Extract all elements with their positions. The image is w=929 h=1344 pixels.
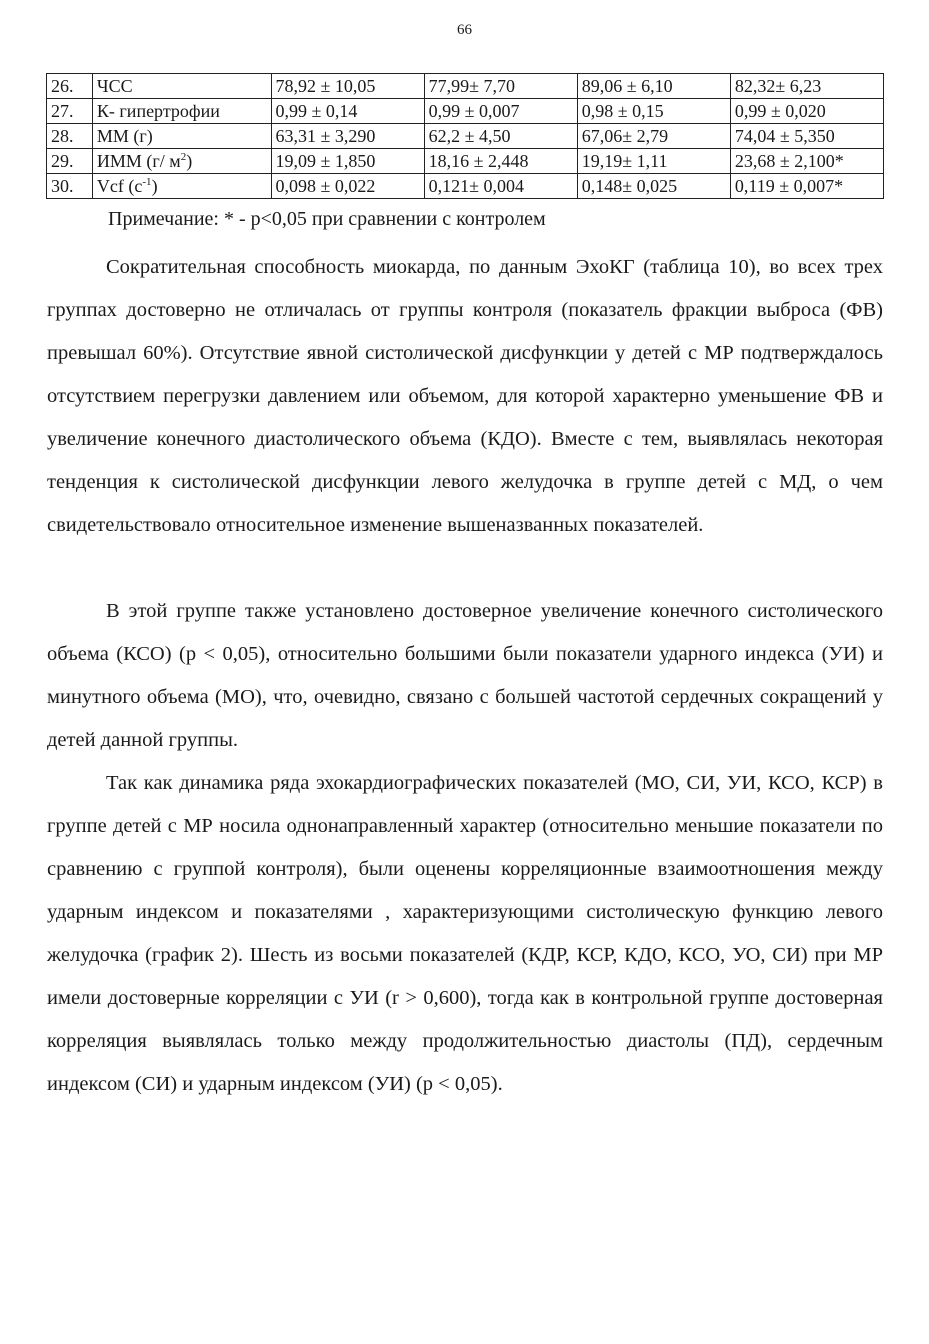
table-row [47, 174, 884, 199]
row-number: 30. [47, 174, 93, 199]
value-control: 0,99 ± 0,020 [730, 99, 883, 124]
value-group-2: 62,2 ± 4,50 [424, 124, 577, 149]
value-group-2: 0,99 ± 0,007 [424, 99, 577, 124]
indicator-name: Vcf $(c^{-1})$ [92, 174, 271, 199]
value-group-1: 19,09 ± 1,850 [271, 149, 424, 174]
value-group-3: 0,98 ± 0,15 [577, 99, 730, 124]
table-note: Примечание: * - р<0,05 при сравнении с контролем [108, 208, 546, 230]
table-row [47, 149, 884, 174]
value-group-3: 0,148± 0,025 [577, 174, 730, 199]
body-paragraph-3 [47, 762, 883, 1106]
table-row [47, 74, 884, 99]
indicators-table [46, 73, 884, 199]
row-number: 26. [47, 74, 93, 99]
value-group-3: 67,06± 2,79 [577, 124, 730, 149]
indicator-name: ИММ (г/ $м^2$) [92, 149, 271, 174]
paragraph-text: Сократительная способность миокарда, по данным ЭхоКГ (таблица 10), во всех трех группах достоверно не отличалась от группы контроля (показатель фракции выброса (ФВ) превышал 60%). Отсутствие явной систолической дисфункции у детей с МР подтверждалось отсутствием перегрузки давлением или объемом, для которой характерно уменьшение ФВ и увеличение конечного диастолического объема (КДО). Вместе с тем, выявлялась некоторая тенденция к систолической дисфункции левого желудочка в группе детей с МД, о чем свидетельствовало относительное изменение вышеназванных показателей. [47, 256, 883, 536]
body-paragraph-2 [47, 590, 883, 762]
row-number: 28. [47, 124, 93, 149]
value-group-1: 78,92 ± 10,05 [271, 74, 424, 99]
row-number: 27. [47, 99, 93, 124]
value-group-1: 0,99 ± 0,14 [271, 99, 424, 124]
body-paragraph-1 [47, 246, 883, 547]
value-control: 0,119 ± 0,007* [730, 174, 883, 199]
value-group-1: 0,098 ± 0,022 [271, 174, 424, 199]
table-row [47, 99, 884, 124]
value-control: 82,32± 6,23 [730, 74, 883, 99]
value-group-1: 63,31 ± 3,290 [271, 124, 424, 149]
value-control: 74,04 ± 5,350 [730, 124, 883, 149]
indicator-name: ММ (г) [92, 124, 271, 149]
indicator-name: К- гипертрофии [92, 99, 271, 124]
paragraph-text: Так как динамика ряда эхокардиографических показателей (МО, СИ, УИ, КСО, КСР) в группе детей с МР носила однонаправленный характер (относительно меньшие показатели по сравнению с группой контроля), были оценены корреляционные взаимоотношения между ударным индексом и показателями , характеризующими систолическую функцию левого желудочка (график 2). Шесть из восьми показателей (КДР, КСР, КДО, КСО, УО, СИ) при МР имели достоверные корреляции с УИ (r > 0,600), тогда как в контрольной группе достоверная корреляция выявлялась только между продолжительностью диастолы (ПД), сердечным индексом (СИ) и ударным индексом (УИ) (р < 0,05). [47, 772, 883, 1095]
value-control: 23,68 ± 2,100* [730, 149, 883, 174]
paragraph-text: В этой группе также установлено достоверное увеличение конечного систолического объема (КСО) (р < 0,05), относительно большими были показатели ударного индекса (УИ) и минутного объема (МО), что, очевидно, связано с большей частотой сердечных сокращений у детей данной группы. [47, 600, 883, 751]
indicator-name: ЧСС [92, 74, 271, 99]
value-group-2: 77,99± 7,70 [424, 74, 577, 99]
value-group-3: 89,06 ± 6,10 [577, 74, 730, 99]
row-number: 29. [47, 149, 93, 174]
value-group-2: 18,16 ± 2,448 [424, 149, 577, 174]
value-group-3: 19,19± 1,11 [577, 149, 730, 174]
value-group-2: 0,121± 0,004 [424, 174, 577, 199]
page-number: 66 [457, 22, 472, 38]
table-row [47, 124, 884, 149]
